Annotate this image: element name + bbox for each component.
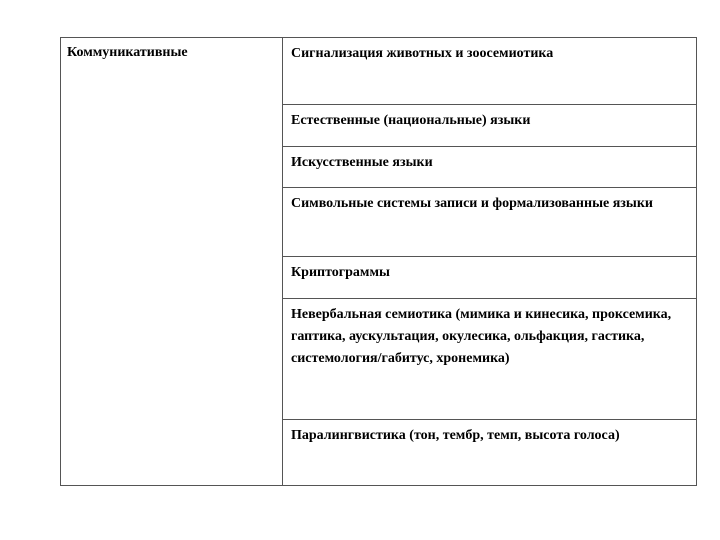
table-row-paralinguistics: Паралингвистика (тон, тембр, темп, высота голоса) — [291, 428, 620, 443]
table-row-cryptograms: Криптограммы — [283, 257, 696, 299]
table-row-symbolic-systems: Символьные системы записи и формализованные языки — [283, 188, 696, 257]
table-row-animal-signaling: Сигнализация животных и зоосемиотика — [283, 38, 696, 105]
classification-table — [60, 37, 697, 486]
table-row-natural-languages: Естественные (национальные) языки — [283, 105, 696, 147]
category-cell — [61, 38, 283, 485]
category-label: Коммуникативные — [67, 45, 188, 60]
subtypes-column — [283, 38, 696, 485]
table-row-artificial-languages: Искусственные языки — [283, 147, 696, 188]
table-row-nonverbal-semiotics: Невербальная семиотика (мимика и кинесика, проксемика, гаптика, аускультация, окулесика, ольфакция, гастика, системология/габитус, хронемика) — [283, 299, 696, 420]
